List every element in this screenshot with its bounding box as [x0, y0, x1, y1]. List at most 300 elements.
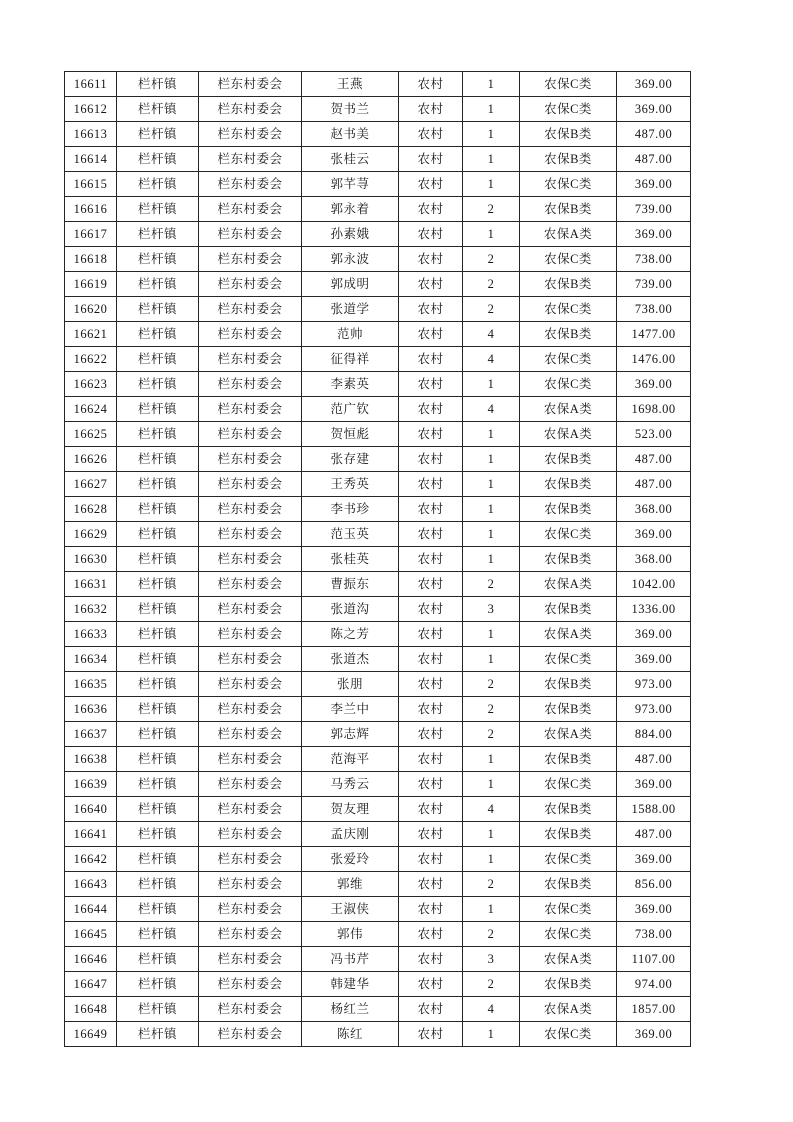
cell-town: 栏杆镇 [117, 972, 199, 997]
cell-serial: 16644 [65, 897, 117, 922]
cell-serial: 16648 [65, 997, 117, 1022]
cell-name: 王淑侠 [302, 897, 399, 922]
cell-name: 郭维 [302, 872, 399, 897]
table-row [65, 797, 691, 822]
cell-serial: 16636 [65, 697, 117, 722]
cell-name: 张桂云 [302, 147, 399, 172]
cell-residence: 农村 [399, 347, 463, 372]
cell-village: 栏东村委会 [199, 1022, 302, 1047]
cell-count: 1 [463, 522, 520, 547]
table-row [65, 472, 691, 497]
cell-town: 栏杆镇 [117, 347, 199, 372]
cell-serial: 16630 [65, 547, 117, 572]
cell-category: 农保C类 [520, 97, 617, 122]
cell-village: 栏东村委会 [199, 172, 302, 197]
cell-serial: 16642 [65, 847, 117, 872]
cell-amount: 523.00 [617, 422, 691, 447]
cell-count: 1 [463, 822, 520, 847]
cell-count: 1 [463, 647, 520, 672]
cell-count: 1 [463, 622, 520, 647]
cell-village: 栏东村委会 [199, 947, 302, 972]
cell-amount: 369.00 [617, 772, 691, 797]
cell-serial: 16615 [65, 172, 117, 197]
cell-name: 张存建 [302, 447, 399, 472]
cell-village: 栏东村委会 [199, 797, 302, 822]
cell-count: 4 [463, 797, 520, 822]
cell-category: 农保C类 [520, 647, 617, 672]
cell-serial: 16614 [65, 147, 117, 172]
cell-village: 栏东村委会 [199, 722, 302, 747]
table-row [65, 1022, 691, 1047]
cell-name: 王秀英 [302, 472, 399, 497]
cell-serial: 16617 [65, 222, 117, 247]
cell-residence: 农村 [399, 597, 463, 622]
cell-town: 栏杆镇 [117, 422, 199, 447]
table-row [65, 997, 691, 1022]
cell-town: 栏杆镇 [117, 747, 199, 772]
cell-name: 孟庆刚 [302, 822, 399, 847]
cell-residence: 农村 [399, 247, 463, 272]
cell-count: 1 [463, 72, 520, 97]
cell-village: 栏东村委会 [199, 97, 302, 122]
cell-residence: 农村 [399, 422, 463, 447]
cell-category: 农保A类 [520, 622, 617, 647]
cell-serial: 16646 [65, 947, 117, 972]
cell-serial: 16633 [65, 622, 117, 647]
cell-name: 贺恒彪 [302, 422, 399, 447]
cell-amount: 974.00 [617, 972, 691, 997]
cell-residence: 农村 [399, 872, 463, 897]
cell-serial: 16649 [65, 1022, 117, 1047]
cell-village: 栏东村委会 [199, 247, 302, 272]
cell-name: 郭成明 [302, 272, 399, 297]
cell-town: 栏杆镇 [117, 697, 199, 722]
cell-town: 栏杆镇 [117, 622, 199, 647]
cell-amount: 369.00 [617, 522, 691, 547]
table-row [65, 822, 691, 847]
cell-amount: 369.00 [617, 847, 691, 872]
cell-town: 栏杆镇 [117, 772, 199, 797]
cell-category: 农保C类 [520, 1022, 617, 1047]
cell-amount: 856.00 [617, 872, 691, 897]
cell-amount: 487.00 [617, 747, 691, 772]
cell-serial: 16631 [65, 572, 117, 597]
cell-village: 栏东村委会 [199, 72, 302, 97]
cell-amount: 369.00 [617, 72, 691, 97]
cell-village: 栏东村委会 [199, 222, 302, 247]
cell-amount: 369.00 [617, 222, 691, 247]
cell-amount: 1476.00 [617, 347, 691, 372]
cell-residence: 农村 [399, 772, 463, 797]
cell-category: 农保B类 [520, 697, 617, 722]
cell-category: 农保B类 [520, 447, 617, 472]
cell-count: 4 [463, 397, 520, 422]
cell-amount: 1857.00 [617, 997, 691, 1022]
cell-amount: 369.00 [617, 1022, 691, 1047]
cell-category: 农保C类 [520, 897, 617, 922]
table-row [65, 397, 691, 422]
cell-village: 栏东村委会 [199, 622, 302, 647]
cell-category: 农保B类 [520, 197, 617, 222]
cell-amount: 739.00 [617, 197, 691, 222]
cell-category: 农保C类 [520, 772, 617, 797]
cell-count: 4 [463, 347, 520, 372]
cell-residence: 农村 [399, 197, 463, 222]
cell-residence: 农村 [399, 922, 463, 947]
cell-name: 马秀云 [302, 772, 399, 797]
table-row [65, 697, 691, 722]
cell-residence: 农村 [399, 297, 463, 322]
cell-category: 农保B类 [520, 597, 617, 622]
cell-residence: 农村 [399, 897, 463, 922]
payment-roster-table [64, 71, 691, 1047]
cell-name: 郭芊荨 [302, 172, 399, 197]
cell-amount: 738.00 [617, 247, 691, 272]
cell-village: 栏东村委会 [199, 972, 302, 997]
cell-residence: 农村 [399, 497, 463, 522]
cell-count: 2 [463, 922, 520, 947]
cell-residence: 农村 [399, 272, 463, 297]
table-row [65, 897, 691, 922]
cell-amount: 739.00 [617, 272, 691, 297]
table-row [65, 972, 691, 997]
cell-count: 1 [463, 497, 520, 522]
cell-count: 2 [463, 672, 520, 697]
cell-village: 栏东村委会 [199, 447, 302, 472]
cell-town: 栏杆镇 [117, 197, 199, 222]
cell-name: 韩建华 [302, 972, 399, 997]
cell-amount: 369.00 [617, 647, 691, 672]
cell-village: 栏东村委会 [199, 322, 302, 347]
cell-village: 栏东村委会 [199, 572, 302, 597]
cell-town: 栏杆镇 [117, 922, 199, 947]
cell-category: 农保C类 [520, 922, 617, 947]
cell-count: 2 [463, 572, 520, 597]
cell-name: 张爱玲 [302, 847, 399, 872]
cell-category: 农保C类 [520, 72, 617, 97]
cell-serial: 16638 [65, 747, 117, 772]
cell-category: 农保C类 [520, 372, 617, 397]
cell-category: 农保A类 [520, 422, 617, 447]
cell-amount: 884.00 [617, 722, 691, 747]
cell-town: 栏杆镇 [117, 722, 199, 747]
cell-village: 栏东村委会 [199, 672, 302, 697]
cell-name: 贺友理 [302, 797, 399, 822]
cell-count: 3 [463, 947, 520, 972]
cell-residence: 农村 [399, 322, 463, 347]
cell-amount: 369.00 [617, 97, 691, 122]
cell-village: 栏东村委会 [199, 747, 302, 772]
cell-town: 栏杆镇 [117, 297, 199, 322]
cell-residence: 农村 [399, 447, 463, 472]
cell-residence: 农村 [399, 972, 463, 997]
cell-amount: 1107.00 [617, 947, 691, 972]
cell-serial: 16622 [65, 347, 117, 372]
cell-amount: 487.00 [617, 447, 691, 472]
cell-name: 张桂英 [302, 547, 399, 572]
cell-serial: 16635 [65, 672, 117, 697]
cell-serial: 16647 [65, 972, 117, 997]
cell-count: 4 [463, 997, 520, 1022]
cell-name: 陈红 [302, 1022, 399, 1047]
cell-count: 1 [463, 122, 520, 147]
cell-residence: 农村 [399, 847, 463, 872]
cell-category: 农保B类 [520, 122, 617, 147]
table-body [65, 72, 691, 1047]
cell-residence: 农村 [399, 222, 463, 247]
cell-amount: 487.00 [617, 822, 691, 847]
cell-town: 栏杆镇 [117, 547, 199, 572]
cell-category: 农保C类 [520, 247, 617, 272]
cell-amount: 1336.00 [617, 597, 691, 622]
cell-name: 范帅 [302, 322, 399, 347]
cell-amount: 369.00 [617, 172, 691, 197]
table-row [65, 747, 691, 772]
cell-name: 杨红兰 [302, 997, 399, 1022]
table-row [65, 447, 691, 472]
cell-serial: 16626 [65, 447, 117, 472]
cell-serial: 16613 [65, 122, 117, 147]
cell-residence: 农村 [399, 122, 463, 147]
cell-serial: 16645 [65, 922, 117, 947]
cell-town: 栏杆镇 [117, 447, 199, 472]
cell-residence: 农村 [399, 722, 463, 747]
cell-category: 农保C类 [520, 297, 617, 322]
cell-amount: 487.00 [617, 122, 691, 147]
cell-count: 2 [463, 872, 520, 897]
cell-amount: 487.00 [617, 472, 691, 497]
table-row [65, 297, 691, 322]
cell-village: 栏东村委会 [199, 697, 302, 722]
cell-serial: 16643 [65, 872, 117, 897]
table-row [65, 847, 691, 872]
table-row [65, 122, 691, 147]
cell-serial: 16641 [65, 822, 117, 847]
cell-count: 1 [463, 422, 520, 447]
table-row [65, 322, 691, 347]
cell-village: 栏东村委会 [199, 372, 302, 397]
table-row [65, 247, 691, 272]
cell-category: 农保B类 [520, 672, 617, 697]
cell-amount: 973.00 [617, 697, 691, 722]
cell-village: 栏东村委会 [199, 547, 302, 572]
cell-town: 栏杆镇 [117, 497, 199, 522]
cell-amount: 1042.00 [617, 572, 691, 597]
cell-count: 1 [463, 372, 520, 397]
cell-town: 栏杆镇 [117, 372, 199, 397]
cell-amount: 1698.00 [617, 397, 691, 422]
cell-town: 栏杆镇 [117, 122, 199, 147]
cell-count: 1 [463, 897, 520, 922]
cell-count: 2 [463, 697, 520, 722]
cell-town: 栏杆镇 [117, 847, 199, 872]
cell-village: 栏东村委会 [199, 522, 302, 547]
cell-village: 栏东村委会 [199, 422, 302, 447]
cell-town: 栏杆镇 [117, 597, 199, 622]
cell-town: 栏杆镇 [117, 997, 199, 1022]
cell-category: 农保B类 [520, 497, 617, 522]
cell-amount: 368.00 [617, 547, 691, 572]
cell-town: 栏杆镇 [117, 247, 199, 272]
cell-category: 农保B类 [520, 822, 617, 847]
cell-village: 栏东村委会 [199, 497, 302, 522]
table-row [65, 497, 691, 522]
cell-residence: 农村 [399, 672, 463, 697]
cell-count: 1 [463, 222, 520, 247]
table-row [65, 547, 691, 572]
cell-serial: 16624 [65, 397, 117, 422]
cell-town: 栏杆镇 [117, 797, 199, 822]
table-row [65, 872, 691, 897]
cell-serial: 16620 [65, 297, 117, 322]
cell-village: 栏东村委会 [199, 197, 302, 222]
table-row [65, 222, 691, 247]
table-row [65, 522, 691, 547]
cell-town: 栏杆镇 [117, 397, 199, 422]
cell-village: 栏东村委会 [199, 647, 302, 672]
cell-town: 栏杆镇 [117, 522, 199, 547]
cell-residence: 农村 [399, 647, 463, 672]
cell-category: 农保C类 [520, 522, 617, 547]
cell-residence: 农村 [399, 397, 463, 422]
cell-category: 农保B类 [520, 147, 617, 172]
cell-village: 栏东村委会 [199, 272, 302, 297]
cell-category: 农保B类 [520, 272, 617, 297]
cell-village: 栏东村委会 [199, 297, 302, 322]
cell-town: 栏杆镇 [117, 572, 199, 597]
cell-residence: 农村 [399, 697, 463, 722]
cell-count: 1 [463, 97, 520, 122]
cell-category: 农保B类 [520, 472, 617, 497]
cell-count: 2 [463, 197, 520, 222]
cell-village: 栏东村委会 [199, 397, 302, 422]
cell-serial: 16625 [65, 422, 117, 447]
cell-name: 赵书美 [302, 122, 399, 147]
cell-category: 农保A类 [520, 947, 617, 972]
cell-name: 冯书芹 [302, 947, 399, 972]
cell-village: 栏东村委会 [199, 922, 302, 947]
cell-name: 范玉英 [302, 522, 399, 547]
cell-name: 陈之芳 [302, 622, 399, 647]
cell-name: 郭伟 [302, 922, 399, 947]
table-row [65, 272, 691, 297]
cell-category: 农保C类 [520, 847, 617, 872]
cell-category: 农保C类 [520, 172, 617, 197]
cell-count: 1 [463, 172, 520, 197]
cell-serial: 16639 [65, 772, 117, 797]
cell-residence: 农村 [399, 97, 463, 122]
cell-town: 栏杆镇 [117, 172, 199, 197]
cell-amount: 369.00 [617, 372, 691, 397]
cell-category: 农保A类 [520, 572, 617, 597]
cell-residence: 农村 [399, 72, 463, 97]
table-row [65, 422, 691, 447]
cell-residence: 农村 [399, 372, 463, 397]
cell-name: 郭永波 [302, 247, 399, 272]
cell-name: 郭永着 [302, 197, 399, 222]
cell-serial: 16616 [65, 197, 117, 222]
cell-count: 1 [463, 547, 520, 572]
cell-count: 2 [463, 297, 520, 322]
cell-name: 孙素娥 [302, 222, 399, 247]
cell-amount: 369.00 [617, 897, 691, 922]
cell-count: 1 [463, 1022, 520, 1047]
table-row [65, 597, 691, 622]
cell-serial: 16623 [65, 372, 117, 397]
cell-serial: 16618 [65, 247, 117, 272]
cell-town: 栏杆镇 [117, 97, 199, 122]
table-row [65, 97, 691, 122]
cell-name: 李兰中 [302, 697, 399, 722]
cell-serial: 16637 [65, 722, 117, 747]
cell-count: 1 [463, 447, 520, 472]
cell-serial: 16632 [65, 597, 117, 622]
cell-name: 张朋 [302, 672, 399, 697]
cell-category: 农保B类 [520, 322, 617, 347]
cell-category: 农保A类 [520, 997, 617, 1022]
cell-town: 栏杆镇 [117, 222, 199, 247]
cell-amount: 487.00 [617, 147, 691, 172]
cell-category: 农保A类 [520, 397, 617, 422]
cell-count: 1 [463, 472, 520, 497]
cell-serial: 16612 [65, 97, 117, 122]
cell-village: 栏东村委会 [199, 347, 302, 372]
cell-name: 张道杰 [302, 647, 399, 672]
table-row [65, 197, 691, 222]
cell-name: 范广钦 [302, 397, 399, 422]
cell-category: 农保B类 [520, 972, 617, 997]
cell-village: 栏东村委会 [199, 847, 302, 872]
cell-serial: 16629 [65, 522, 117, 547]
cell-category: 农保C类 [520, 347, 617, 372]
cell-village: 栏东村委会 [199, 122, 302, 147]
cell-residence: 农村 [399, 797, 463, 822]
cell-name: 李素英 [302, 372, 399, 397]
cell-village: 栏东村委会 [199, 897, 302, 922]
table-row [65, 347, 691, 372]
cell-count: 1 [463, 847, 520, 872]
cell-count: 3 [463, 597, 520, 622]
cell-residence: 农村 [399, 522, 463, 547]
cell-count: 2 [463, 272, 520, 297]
cell-residence: 农村 [399, 822, 463, 847]
cell-count: 2 [463, 722, 520, 747]
cell-serial: 16628 [65, 497, 117, 522]
cell-residence: 农村 [399, 622, 463, 647]
cell-serial: 16634 [65, 647, 117, 672]
cell-name: 曹振东 [302, 572, 399, 597]
table-row [65, 922, 691, 947]
table-row [65, 372, 691, 397]
cell-village: 栏东村委会 [199, 997, 302, 1022]
cell-serial: 16640 [65, 797, 117, 822]
cell-category: 农保A类 [520, 222, 617, 247]
cell-category: 农保A类 [520, 722, 617, 747]
cell-residence: 农村 [399, 947, 463, 972]
cell-amount: 369.00 [617, 622, 691, 647]
cell-town: 栏杆镇 [117, 822, 199, 847]
cell-amount: 1477.00 [617, 322, 691, 347]
cell-residence: 农村 [399, 147, 463, 172]
cell-town: 栏杆镇 [117, 322, 199, 347]
cell-town: 栏杆镇 [117, 147, 199, 172]
cell-count: 2 [463, 247, 520, 272]
cell-residence: 农村 [399, 747, 463, 772]
cell-town: 栏杆镇 [117, 647, 199, 672]
cell-amount: 738.00 [617, 922, 691, 947]
table-row [65, 947, 691, 972]
cell-residence: 农村 [399, 172, 463, 197]
